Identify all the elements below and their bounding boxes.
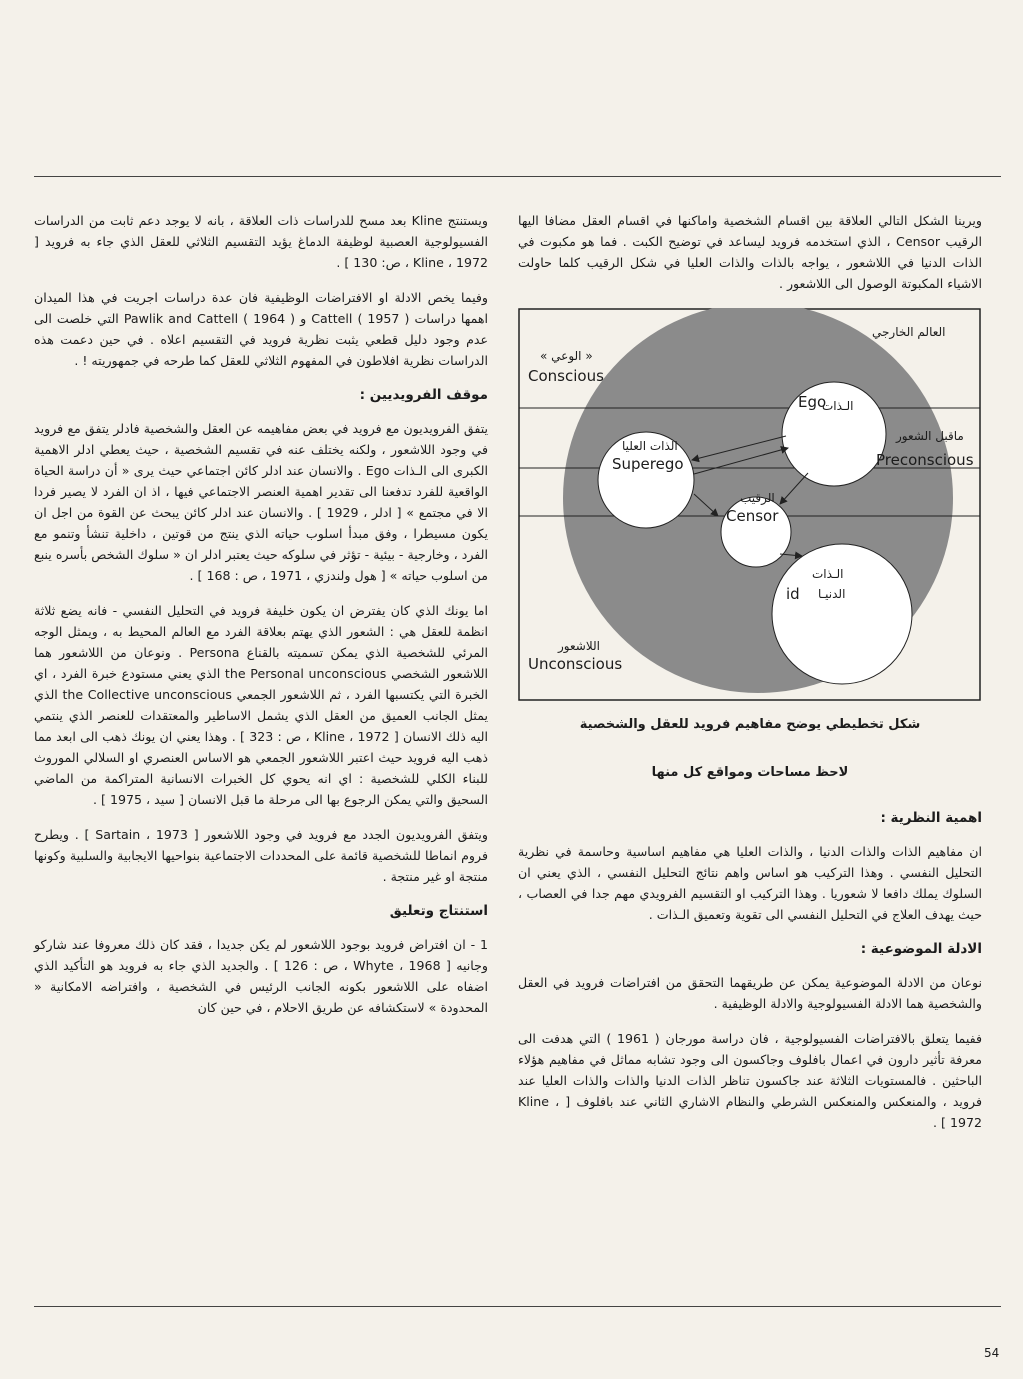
right-column (518, 210, 982, 1147)
caption-line-2: لاحظ مساحات ومواقع كل منها (651, 765, 849, 780)
label-conscious-en: Conscious (528, 367, 604, 385)
label-ego-ar: الـذات (822, 399, 854, 413)
heading-freudians: موقف الفرويديين : (359, 387, 488, 403)
caption-line-1: شكل تخطيطي يوضح مفاهيم فرويد للعقل والشخصية (579, 717, 921, 732)
paragraph-adler: يتفق الفرويديون مع فرويد في بعض مفاهيمه عن العقل والشخصية فادلر يتفق مع فرويد في وجود اللاشعور ، ولكنه يختلف عنه في تقسيم الشخصية ، حيث يعطي ادلر الاهمية الكبرى الى الـذات Ego . والانسان عند ادلر كائن اجتماعي حيث يرى « أن دراسة الحياة الواقعية للفرد تدفعنا الى تقدير اهمية العنصر الاجتماعي فيها ، اذ ان الفرد لا يصير فردا الا في مجتمع » [ ادلر ، 1929 ] . والانسان عند ادلر كائن يبحث عن القوة من اجل ان يكون مسيطرا ، وفق مبدأ اسلوب حياته الذي ينتج من قوتين ، داخلية تنشأ وتنمو مع الفرد ، وخارجية - بيئية - تؤثر في سلوكه حيث يعتبر ادلر ان « سلوك الشخص بأسره ينبع من اسلوب حياته » [ هول ولندزي ، 1971 ، ص : 168 ] . (34, 421, 489, 583)
label-unconscious-ar: اللاشعور (558, 639, 600, 653)
paragraph-physiological: ففيما يتعلق بالافتراضات الفسيولوجية ، فان دراسة مورجان ( 1961 ) التي هدفت الى معرفة تأثير دارون في اعمال بافلوف وجاكسون الى وجود تشابه مماثل في مفاهيم هؤلاء الباحثين . فالمستويات الثلاثة عند جاكسون تناظر الذات الدنيا والذات والذات العليا عند فرويد ، والمنعكس والمنعكس الشرطي والنظام الاشاري الثاني عند بافلوف [ Kline ، 1972 ] . (518, 1031, 983, 1130)
paragraph-importance: ان مفاهيم الذات والذات الدنيا ، والذات العليا هي مفاهيم اساسية وحاسمة في نظرية التحليل النفسي . وهذا التركيب هو اساس واهم نتائج التحليل النفسي ، الذي يعني ان السلوك يملك دافعا لا شعوريا . وهذا التركيب او التقسيم الفرويدي مهم جدا في العصاب ، حيث يهدف العلاج في التحليل النفسي الى تقوية وتعميق الـذات . (518, 844, 982, 922)
paragraph-evidence: نوعان من الادلة الموضوعية يمكن عن طريقهما التحقق من افتراضات فرويد في العقل والشخصية هما الادلة الفسيولوجية والادلة الوظيفية . (518, 975, 982, 1011)
label-id-ar-1: الـذات (812, 567, 844, 581)
intro-paragraph: ويرينا الشكل التالي العلاقة بين اقسام الشخصية واماكنها في اقسام العقل مضافا اليها الرقيب Censor ، الذي استخدمه فرويد ليساعد في توضيح الكبت . فما هو مكبوت في الذات الدنيا في اللاشعور ، يواجه بالذات والذات العليا في شكل الرقيب كلما حاولت الاشياء المكبوتة الوصول الى اللاشعور . (518, 213, 982, 291)
heading-importance: اهمية النظرية : (880, 810, 982, 826)
heading-evidence: الادلة الموضوعية : (860, 941, 982, 957)
paragraph-functional: وفيما يخص الادلة او الافتراضات الوظيفية فان عدة دراسات اجريت في هذا الميدان اهمها دراسات Cattell ( 1957 ) و Pawlik and Cattell ( 1964 ) التي خلصت الى عدم وجود دليل قطعي يثبت نظرية فرويد في التقسيم اعلاه . في حين دعمت هذه الدراسات نظرية افلاطون في المفهوم الثلاثي للعقل كما طرحه في جمهوريته ! . (34, 290, 488, 368)
label-superego-en: Superego (612, 455, 684, 473)
label-id-ar-2: الدنيـا (818, 587, 846, 601)
label-ego-en: Ego (798, 393, 827, 411)
bottom-rule (34, 1306, 1001, 1307)
heading-conclusion: استنتاج وتعليق (389, 903, 488, 919)
label-conscious-ar: « الوعي » (540, 349, 593, 363)
label-preconscious-ar: ماقبل الشعور (896, 429, 964, 443)
label-preconscious-en: Preconscious (876, 451, 974, 469)
paragraph-kline: ويستنتج Kline بعد مسح للدراسات ذات العلاقة ، بانه لا يوجد دعم ثابت من الدراسات الفسيولوجية العصبية لوظيفة الدماغ يؤيد التقسيم الثلاثي للعقل الذي جاء به فرويد [ Kline ، 1972 ، ص: 130 ] . (34, 213, 488, 270)
label-outer-world: العالم الخارجي (872, 325, 946, 339)
page-number: 54 (984, 1346, 1000, 1360)
left-column (34, 210, 488, 1032)
label-censor-ar: الرقيب (740, 491, 775, 505)
freud-diagram (518, 308, 982, 702)
paragraph-jung: اما يونك الذي كان يفترض ان يكون خليفة فرويد في التحليل النفسي - فانه يضع ثلاثة انظمة للعقل هي : الشعور الذي يهتم بعلاقة الفرد مع العالم المحيط به ، ويمثل الوجه المرئي للشخصية الذي يمكن تسميته بالقناع Persona . ونوعان من اللاشعور هما اللاشعور الشخصي the Personal unconscious الذي يعني مستودع خبرة الفرد ، اي الخبرة التي يكتسبها الفرد ، ثم اللاشعور الجمعي the Collective unconscious الذي يمثل الجانب العميق من العقل الذي يشمل الاساطير والمعتقدات للعنصر الذي ينتمي اليه ذلك الانسان [ Kline ، 1972 ، ص : 323 ] . وهذا يعني ان يونك ذهب الى ابعد مما ذهب اليه فرويد حيث اعتبر اللاشعور الجمعي هو الاساس العنصري او السلالي الموروث للبناء الكلي للشخصية : اي انه يحوي كل الخبرات الانسانية المتراكمة من الماضي السحيق والتي يمكن الرجوع بها الى مرحلة ما قبل الانسان [ سيد ، 1975 ] . (34, 603, 488, 807)
label-censor-en: Censor (726, 507, 779, 525)
paragraph-conclusion-1: 1 - ان افتراض فرويد بوجود اللاشعور لم يكن جديدا ، فقد كان ذلك معروفا عند شاركو وجانيه [ Whyte ، 1968 ، ص : 126 ] . والجديد الذي جاء به فرويد هو التأكيد الذي اضفاه على اللاشعور بكونه الجانب الرئيس في الشخصية ، وافتراضه الامكانية « المحدودة » لاستكشافه عن طريق الاحلام ، في حين كان (34, 937, 489, 1015)
label-unconscious-en: Unconscious (528, 655, 623, 673)
figure-caption (518, 708, 982, 790)
label-id-en: id (786, 585, 800, 603)
paragraph-neo-freudians: ويتفق الفرويديون الجدد مع فرويد في وجود اللاشعور [ Sartain ، 1973 ] . ويطرح فروم انماطا للشخصية قائمة على المحددات الاجتماعية بنواحيها الايجابية والسلبية وكونها منتجة او غير منتجة . (34, 827, 488, 884)
label-superego-ar: الذات العليا (622, 439, 678, 453)
top-rule (34, 176, 1001, 177)
